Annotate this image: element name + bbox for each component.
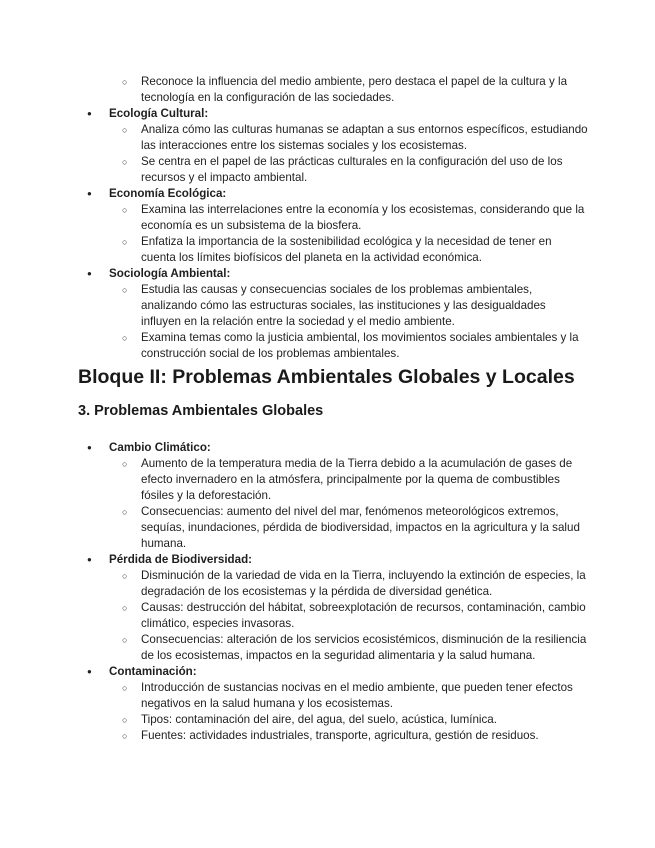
list-item-sociologia-ambiental <box>78 266 588 362</box>
term-label: ● Contaminación: <box>109 665 197 678</box>
sublist-item: ○ Causas: destrucción del hábitat, sobreexplotación de recursos, contaminación, cambio climático, especies invasoras. <box>109 600 588 632</box>
term-label: ● Pérdida de Biodiversidad: <box>109 553 253 566</box>
sublist-item: ○ Reconoce la influencia del medio ambiente, pero destaca el papel de la cultura y la tecnología en la configuración de las sociedades. <box>109 74 588 106</box>
sublist-item: ○ Examina las interrelaciones entre la economía y los ecosistemas, considerando que la economía es un subsistema de la biosfera. <box>109 202 588 234</box>
sublist-item: ○ Se centra en el papel de las prácticas culturales en la configuración del uso de los recursos y el impacto ambiental. <box>109 154 588 186</box>
sublist <box>109 202 588 266</box>
list-item-economia-ecologica <box>78 186 588 266</box>
list-item-ecologia-cultural <box>78 106 588 186</box>
term-label: ● Ecología Cultural: <box>109 107 209 120</box>
sublist <box>109 282 588 362</box>
list-item-cambio-climatico <box>78 440 588 552</box>
sublist <box>109 122 588 186</box>
list-item-contaminacion <box>78 664 588 744</box>
list-item-perdida-biodiversidad <box>78 552 588 664</box>
sublist <box>109 456 588 552</box>
sublist-item: ○ Introducción de sustancias nocivas en el medio ambiente, que pueden tener efectos negativos en la salud humana y los ecosistemas. <box>109 680 588 712</box>
sublist <box>109 680 588 744</box>
sublist-item: ○ Enfatiza la importancia de la sostenibilidad ecológica y la necesidad de tener en cuenta los límites biofísicos del planeta en la actividad económica. <box>109 234 588 266</box>
term-label: ● Sociología Ambiental: <box>109 267 231 280</box>
block-title: Bloque II: Problemas Ambientales Globales y Locales <box>78 366 575 388</box>
sublist-item: ○ Consecuencias: alteración de los servicios ecosistémicos, disminución de la resiliencia de los ecosistemas, impactos en la seguridad alimentaria y la salud humana. <box>109 632 588 664</box>
section-title: 3. Problemas Ambientales Globales <box>78 403 324 419</box>
sublist-item: ○ Examina temas como la justicia ambiental, los movimientos sociales ambientales y la construcción social de los problemas ambientales. <box>109 330 588 362</box>
sublist-item: ○ Disminución de la variedad de vida en la Tierra, incluyendo la extinción de especies, la degradación de los ecosistemas y la pérdida de diversidad genética. <box>109 568 588 600</box>
sublist-item: ○ Consecuencias: aumento del nivel del mar, fenómenos meteorológicos extremos, sequías, inundaciones, pérdida de biodiversidad, impactos en la agricultura y la salud humana. <box>109 504 588 552</box>
term-label: ● Economía Ecológica: <box>109 187 227 200</box>
list-item <box>78 74 588 106</box>
sublist-item: ○ Tipos: contaminación del aire, del agua, del suelo, acústica, lumínica. <box>109 712 588 728</box>
term-label: ● Cambio Climático: <box>109 441 211 454</box>
sublist <box>109 74 588 106</box>
section-list <box>78 440 588 744</box>
sublist-item: ○ Estudia las causas y consecuencias sociales de los problemas ambientales, analizando cómo las estructuras sociales, las instituciones y las desigualdades influyen en la relación entre la sociedad y el medio ambiente. <box>109 282 588 330</box>
sublist-item: ○ Analiza cómo las culturas humanas se adaptan a sus entornos específicos, estudiando las interacciones entre los sistemas sociales y los ecosistemas. <box>109 122 588 154</box>
sublist-item: ○ Fuentes: actividades industriales, transporte, agricultura, gestión de residuos. <box>109 728 588 744</box>
sublist <box>109 568 588 664</box>
document-content <box>78 74 588 744</box>
intro-list <box>78 74 588 362</box>
sublist-item: ○ Aumento de la temperatura media de la Tierra debido a la acumulación de gases de efecto invernadero en la atmósfera, principalmente por la quema de combustibles fósiles y la deforestación. <box>109 456 588 504</box>
